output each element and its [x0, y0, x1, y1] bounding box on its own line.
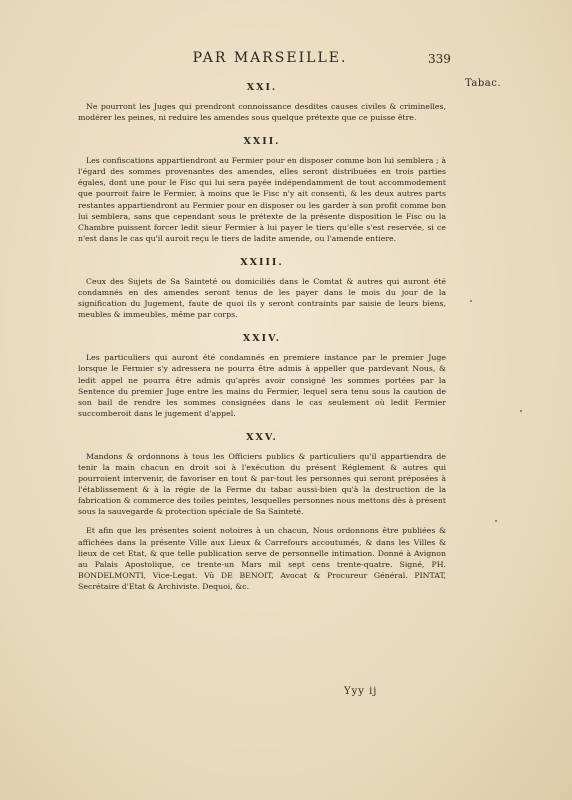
- section-24: [78, 333, 446, 419]
- paper-spot: [470, 300, 472, 302]
- section-paragraph: Les confiscations appartiendront au Fermier pour en disposer comme bon lui semblera ; à l'égard des sommes provenantes des amendes, elles seront distribuées en trois parties égales, dont une pour le Fisc qui lui sera payée indépendamment de tout accommodement que pourroit faire le Fermier, à moins que le Fisc n'y ait consenti, & les deux autres parts restantes appartiendront au Fermier pour en disposer ou les garder à son profit comme bon lui semblera, sans que cependant sous le prétexte de la présente disposition le Fisc ou la Chambre puissent forcer ledit sieur Fermier à lui payer le tiers qu'elle s'est reservée, si ce n'est dans le cas qu'il auroit reçu le tiers de ladite amende, ou l'amende entiere.: [78, 156, 446, 243]
- section-23: [78, 257, 446, 320]
- paper-spot: [520, 410, 522, 412]
- running-title: PAR MARSEILLE.: [192, 50, 348, 66]
- section-paragraph: Ne pourront les Juges qui prendront connoissance desdites causes civiles & criminelles, modérer les peines, ni reduire les amendes sous quelque prétexte que ce puisse être.: [78, 102, 446, 123]
- page-number: 339: [428, 52, 451, 66]
- margin-note: Tabac.: [465, 78, 501, 89]
- section-heading: XXIII.: [240, 256, 284, 268]
- section-21: [78, 82, 446, 123]
- section-heading: XXIV.: [242, 333, 282, 345]
- paper-spot: [495, 520, 497, 522]
- signature-mark: Yyy ij: [344, 686, 378, 697]
- section-paragraph: Mandons & ordonnons à tous les Officiers publics & particuliers qu'il appartiendra de tenir la main chacun en droit soi à l'exécution du présent Réglement & autres qui pourroient intervenir, de favoriser en tout & par-tout les personnes qui seront préposées à l'établissement & à la régie de la Ferme du tabac aussi-bien qu'à la destruction de la fabrication & commerce des toiles peintes, lesquelles personnes nous mettons dès à présent sous la sauvegarde & protection spéciale de Sa Sainteté.: [78, 451, 446, 517]
- document-body: [78, 82, 446, 605]
- section-paragraph: Ceux des Sujets de Sa Sainteté ou domiciliés dans le Comtat & autres qui auront été condamnés en des amendes seront tenus de les payer dans le mois du jour de la signification du Jugement, faute de quoi ils y seront contraints par saisie de leurs biens, meubles & immeubles, même par corps.: [78, 276, 446, 320]
- closing-paragraph: Et afin que les présentes soient notoires à un chacun, Nous ordonnons être publiées & affichées dans la présente Ville aux Lieux & Carrefours accoutumés, & dans les Villes & lieux de cet Etat, & que telle publication serve de personnelle intimation. Donné à Avignon au Palais Apostolique, ce trente-un Mars mil sept cens trente-quatre. Signé, PH. BONDELMONTI, Vice-Legat. Vû DE BENOIT, Avocat & Procureur Général. PINTAT, Secrétaire d'Etat & Archiviste. Dequoi, &c.: [78, 526, 446, 591]
- section-paragraph: Les particuliers qui auront été condamnés en premiere instance par le premier Juge lorsque le Fermier s'y adressera ne pourra être admis à appeller que pardevant Nous, & ledit appel ne pourra être admis qu'après avoir consigné les sommes portées par la Sentence du premier Juge entre les mains du Fermier, lequel sera tenu sous la caution de son bail de rendre les sommes consignées dans le cas seulement où ledit Fermier succomberoit dans le jugement d'appel.: [78, 353, 446, 418]
- section-25: [78, 432, 446, 592]
- section-heading: XXV.: [246, 431, 278, 443]
- section-heading: XXII.: [243, 136, 281, 148]
- section-heading: XXI.: [246, 82, 278, 93]
- section-22: [78, 136, 446, 244]
